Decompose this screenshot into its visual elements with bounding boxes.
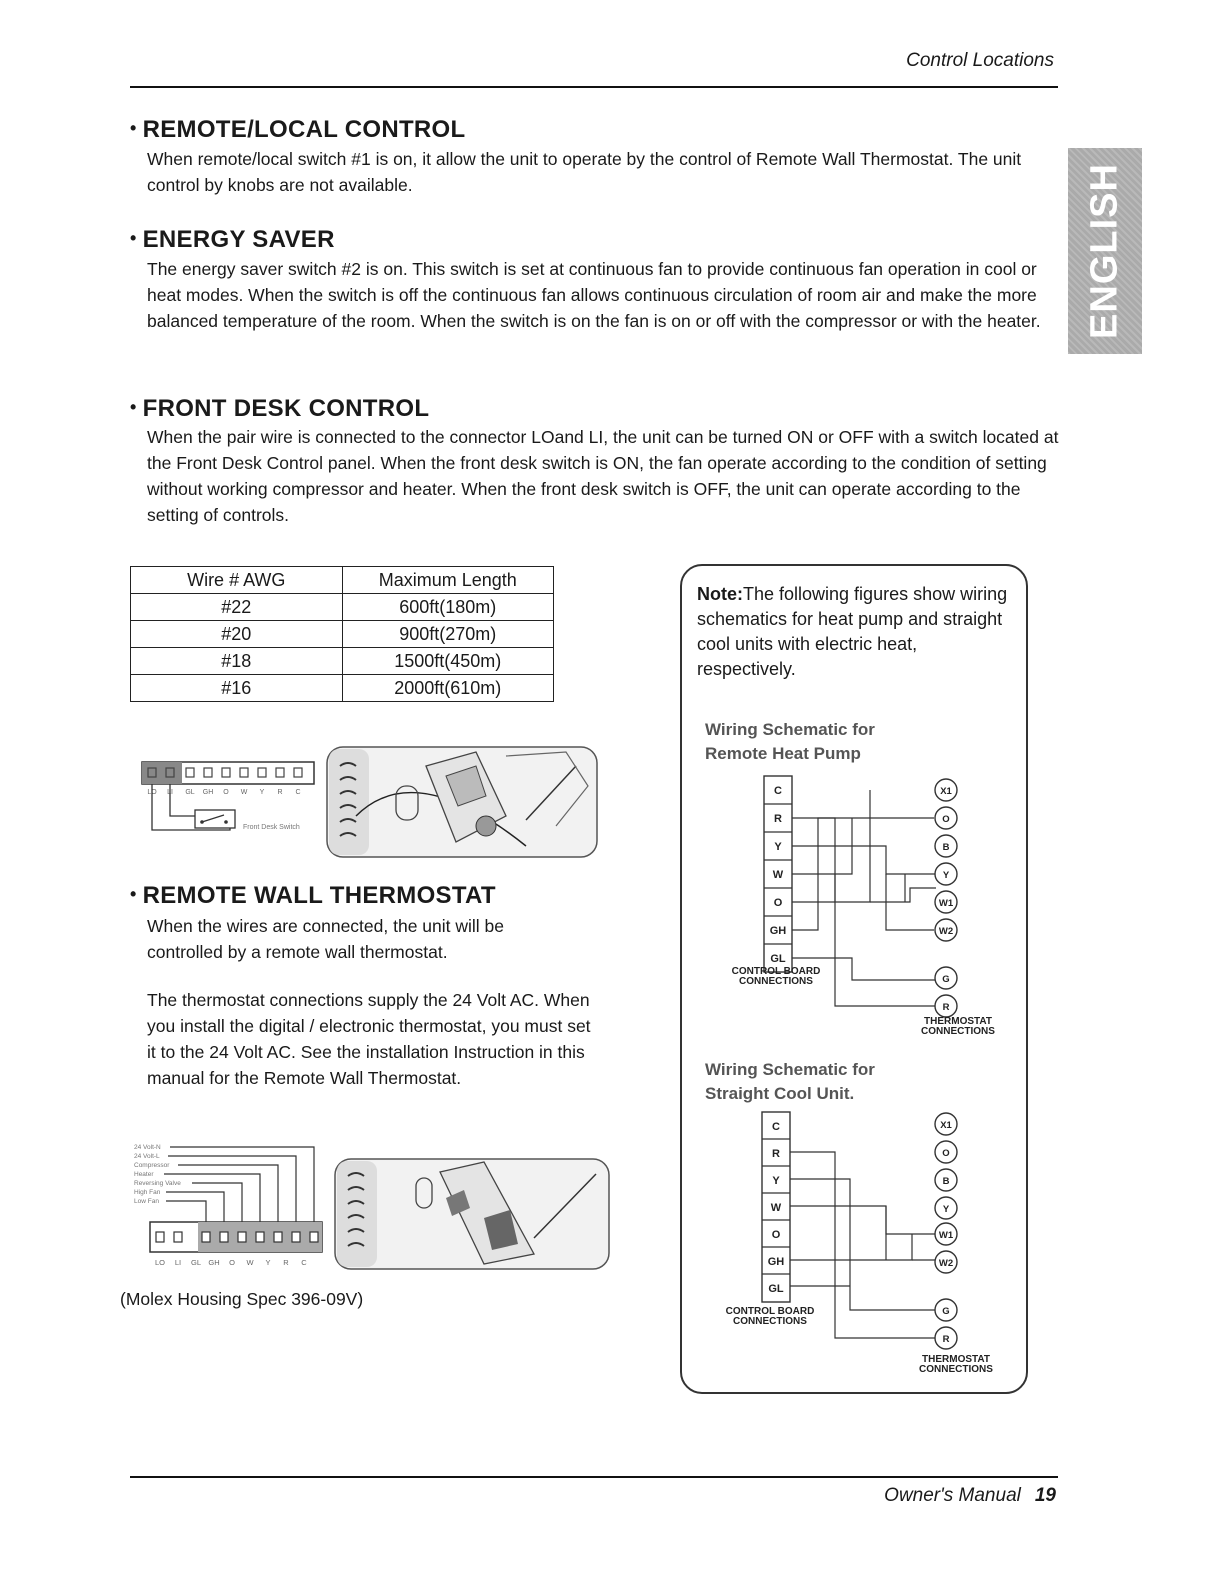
thermostat-terminal: X1 [940,1120,952,1131]
board-terminal: C [774,785,782,797]
bullet-icon: • [130,884,137,904]
note-text [697,582,1009,682]
section-title-text: FRONT DESK CONTROL [142,395,430,422]
front-desk-text: When the pair wire is connected to the connector LOand LI, the unit can be turned ON or OFF with a switch located at the Front Desk Control panel. When the front desk switch is ON, the fan operate according to the condition of setting without working compressor and heater. When the front desk switch is OFF, the unit can operate according to the setting of controls. [147,427,1059,525]
board-terminal: C [772,1121,780,1133]
thermostat-terminal: B [942,1176,950,1187]
board-terminal: GL [768,1283,784,1295]
wire-label: Heater [134,1171,154,1178]
section-title-energy-saver [130,226,335,254]
section-title-front-desk [130,395,429,423]
unit-wiring-illustration [326,746,598,858]
table-row [131,675,554,702]
table-cell: #22 [131,594,343,621]
board-terminal: Y [774,841,782,853]
pin-label: O [223,789,229,796]
table-cell: 900ft(270m) [342,621,554,648]
header-rule [130,86,1058,88]
table-row [131,648,554,675]
footer-title: Owner's Manual [884,1485,1021,1506]
section-title-text: REMOTE WALL THERMOSTAT [142,882,496,909]
page-number: 19 [1034,1485,1056,1506]
wire-label: Low Fan [134,1198,159,1205]
pin-label: Y [265,1258,271,1267]
bullet-icon: • [130,397,137,417]
straight-cool-schematic [700,1106,1010,1382]
thermostat-label: THERMOSTAT [924,1016,992,1027]
table-cell: 1500ft(450m) [342,648,554,675]
board-terminal: GH [769,925,787,937]
section-title-text: ENERGY SAVER [142,226,335,253]
pin-label: GH [208,1258,220,1267]
section-title-remote-wall [130,882,496,910]
pin-label: O [229,1258,235,1267]
pin-label: Y [259,789,265,796]
table-header-row [131,567,554,594]
wire-label: 24 Volt-L [134,1153,160,1160]
board-terminal: O [771,1229,781,1241]
thermostat-terminal: G [942,974,950,985]
pin-label: GH [202,789,214,796]
table-cell: #16 [131,675,343,702]
schematic-title-line: Remote Heat Pump [705,744,861,763]
board-terminal: GL [770,953,786,965]
table-cell: #18 [131,648,343,675]
thermostat-label: CONNECTIONS [919,1364,993,1375]
thermostat-terminal: Y [942,1204,950,1215]
pin-label: W [240,789,248,796]
footer-rule [130,1476,1058,1478]
energy-saver-text: The energy saver switch #2 is on. This switch is set at continuous fan to provide continuous fan operation in cool or heat modes. When the switch is off the continuous fan allows continuous circulation of room air and make the more balanced temperature of the room. When the switch is on the fan is on or off with the compressor or with the heater. [147,259,1041,331]
schematic-title-line: Wiring Schematic for [705,720,875,739]
wire-length-table [130,566,554,702]
remote-wall-text-2: The thermostat connections supply the 24 Volt AC. When you install the digital / electronic thermostat, you must set it to the 24 Volt AC. See the installation Instruction in this manual for the Remote Wall Thermostat. [147,990,591,1088]
schematic-title-straight-cool [705,1058,875,1106]
heat-pump-schematic [700,770,1010,1040]
table-row [131,594,554,621]
pin-label: R [283,1258,289,1267]
note-body: The following figures show wiring schematics for heat pump and straight cool units with electric heat, respectively. [697,584,1008,679]
schematic-title-line: Wiring Schematic for [705,1060,875,1079]
remote-wall-text-1: When the wires are connected, the unit will be controlled by a remote wall thermostat. [147,916,504,962]
board-terminal: W [772,869,784,881]
board-label: CONNECTIONS [733,1316,807,1327]
board-label: CONNECTIONS [739,976,813,987]
pin-label: W [246,1258,254,1267]
pin-label: LI [167,789,173,796]
board-terminal: R [772,1148,780,1160]
table-cell: 2000ft(610m) [342,675,554,702]
front-desk-switch-label: Front Desk Switch [243,824,300,831]
pin-label: LI [174,1258,182,1267]
pin-label: C [295,789,301,796]
pin-label: C [301,1258,307,1267]
table-row [131,621,554,648]
page-header-title: Control Locations [906,50,1054,71]
thermostat-terminal: W2 [938,926,954,937]
pin-label: LO [147,789,157,796]
pin-label: GL [190,1258,202,1267]
board-terminal: R [774,813,782,825]
bullet-icon: • [130,228,137,248]
bullet-icon: • [130,118,137,138]
schematic-title-heat-pump [705,718,875,766]
wire-label: Compressor [134,1162,170,1169]
board-terminal: Y [772,1175,780,1187]
thermostat-terminal: O [942,1148,950,1159]
thermostat-terminal: W2 [938,1258,954,1269]
board-terminal: O [773,897,783,909]
thermostat-terminal: B [942,842,950,853]
unit-thermostat-illustration [334,1158,610,1270]
thermostat-terminal: O [942,814,950,825]
thermostat-terminal: G [942,1306,950,1317]
pin-label: GL [185,789,195,796]
table-cell: 600ft(180m) [342,594,554,621]
language-tab [1068,148,1142,354]
wire-label: High Fan [134,1189,161,1196]
board-label: CONTROL BOARD [731,966,821,977]
page-footer [884,1485,1056,1507]
wire-label: 24 Volt-N [134,1144,161,1151]
remote-local-text: When remote/local switch #1 is on, it allow the unit to operate by the control of Remote Wall Thermostat. The unit control by knobs are not available. [147,149,1022,195]
thermostat-connector-diagram [130,1138,330,1273]
thermostat-terminal: W1 [938,898,954,909]
section-title-text: REMOTE/LOCAL CONTROL [142,116,466,143]
section-title-remote-local [130,116,465,144]
thermostat-terminal: Y [942,870,950,881]
schematic-title-line: Straight Cool Unit. [705,1084,855,1103]
board-label: CONTROL BOARD [725,1306,815,1317]
pin-label: LO [154,1258,166,1267]
thermostat-label: THERMOSTAT [922,1354,990,1365]
molex-caption: (Molex Housing Spec 396-09V) [120,1289,364,1309]
board-terminal: GH [767,1256,785,1268]
front-desk-connector-diagram [140,760,330,840]
thermostat-label: CONNECTIONS [921,1026,995,1037]
table-header: Maximum Length [342,567,554,594]
thermostat-terminal: W1 [938,1230,954,1241]
board-terminal: W [770,1202,782,1214]
note-label: Note: [697,584,743,604]
table-cell: #20 [131,621,343,648]
pin-label: R [277,789,283,796]
thermostat-terminal: X1 [940,786,952,797]
table-header: Wire # AWG [131,567,343,594]
language-tab-label: ENGLISH [1083,163,1126,339]
thermostat-terminal: R [942,1002,950,1013]
wire-label: Reversing Valve [134,1180,181,1187]
thermostat-terminal: R [942,1334,950,1345]
